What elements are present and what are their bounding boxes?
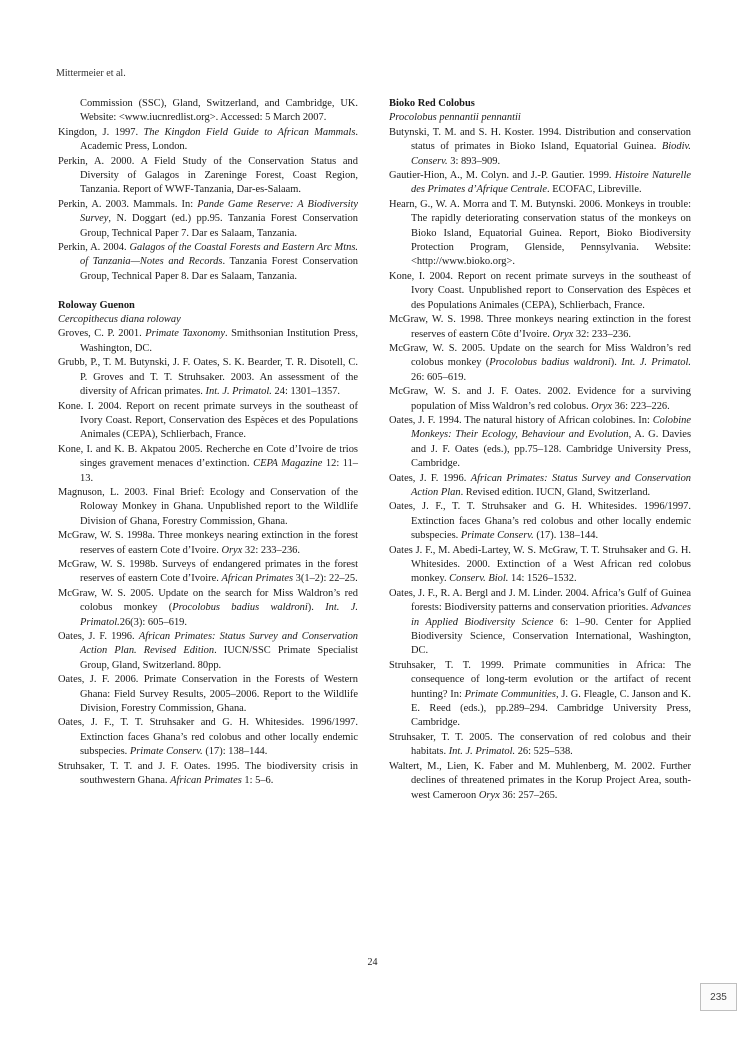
running-header [56,68,126,79]
reference-entry: Oates, J. F. 1996. African Primates: Status Survey and Conservation Action Plan. Revised Edition. IUCN/SSC Primate Specialist Group, Gland, Switzerland. 80pp. [58,631,359,671]
right-column [389,97,691,803]
running-header-authors: Mittermeier et al. [56,68,126,79]
section-spacer [58,284,358,298]
reference-entry: Gautier-Hion, A., M. Colyn. and J.-P. Gautier. 1999. Histoire Naturelle des Primates d’Afrique Centrale. ECOFAC, Libreville. [389,170,691,196]
reference-entry: McGraw, W. S. 2005. Update on the search for Miss Waldron’s red colobus monkey (Procolobus badius waldroni). Int. J. Primatol. 26: 605–619. [389,342,692,383]
reference-entry: Oates, J. F., R. A. Bergl and J. M. Linder. 2004. Africa’s Gulf of Guinea forests: Biodiversity patterns and conservation priorities. Advances in Applied Biodiversity Science 6: 1–90. Center for Applied Biodiversity Science, Conservation International, Washington, DC. [389,587,691,657]
reference-entry: Magnuson, L. 2003. Final Brief: Ecology and Conservation of the Roloway Monkey in Ghana. Unpublished report to the Wildlife Division of Ghana, Forestry Commission, Ghana. [58,486,358,527]
reference-entry: Kone. I. 2004. Report on recent primate surveys in the southeast of Ivory Coast. Report, Conservation des Espèces et des Populations Animales (CEPA), Schlierbach, France. [58,400,358,441]
reference-entry: Oates, J. F. 1996. African Primates: Status Survey and Conservation Action Plan. Revised edition. IUCN, Gland, Switzerland. [389,472,692,498]
reference-entry: McGraw, W. S. 1998. Three monkeys nearing extinction in the forest reserves of eastern Côte d’Ivoire. Oryx 32: 233–236. [389,314,691,340]
reference-entry: Perkin, A. 2000. A Field Study of the Conservation Status and Diversity of Galagos in Zareninge Forest, Coast Region, Tanzania. Report of WWF-Tanzania, Dar-es-Salaam. [58,155,358,196]
left-column [58,97,358,788]
page-number: 24 [367,957,378,968]
section-species-name: Cercopithecus diana roloway [58,314,181,326]
side-page-tab: 235 [700,983,737,1011]
reference-entry: Perkin, A. 2003. Mammals. In: Pande Game Reserve: A Biodiversity Survey, N. Doggart (ed.) pp.95. Tanzania Forest Conservation Group, Technical Paper 7. Dar es Salaam, Tanzania. [58,198,358,239]
reference-entry: Oates, J. F., T. T. Struhsaker and G. H. Whitesides. 1996/1997. Extinction faces Ghana’s red colobus and other locally endemic subspecies. Primate Conserv. (17): 138–144. [58,717,358,758]
reference-entry: Hearn, G., W. A. Morra and T. M. Butynski. 2006. Monkeys in trouble: The rapidly deteriorating conservation status of the monkeys on Bioko Island, Equatorial Guinea. Report, Bioko Biodiversity Protection Program, Glenside, Pennsylvania. Website: <http://www.bioko.org>. [389,198,691,268]
reference-entry: Kingdon, J. 1997. The Kingdon Field Guide to African Mammals. Academic Press, London. [58,126,359,153]
reference-entry: Oates, J. F. 1994. The natural history of African colobines. In: Colobine Monkeys: Their Ecology, Behaviour and Evolution, A. G. Davies and J. F. Oates (eds.), pp.75–128. Cambridge University Press, Cambridge. [389,414,691,470]
reference-entry: Waltert, M., Lien, K. Faber and M. Muhlenberg, M. 2002. Further declines of threatened primates in the Korup Project Area, south-west Cameroon Oryx 36: 257–265. [389,760,691,801]
reference-entry: Grubb, P., T. M. Butynski, J. F. Oates, S. K. Bearder, T. R. Disotell, C. P. Groves and T. T. Struhsaker. 2003. An assessment of the diversity of African primates. Int. J. Primatol. 24: 1301–1357. [58,357,358,398]
reference-entry: McGraw, W. S. 1998b. Surveys of endangered primates in the forest reserves of eastern Cote d’Ivoire. African Primates 3(1–2): 22–25. [58,558,358,585]
reference-entry: Kone, I. 2004. Report on recent primate surveys in the southeast of Ivory Coast. Unpublished report to Conservation des Espèces et des Populations Animales (CEPA), Schlierbach, France. [389,270,691,311]
reference-entry: Struhsaker, T. T. 1999. Primate communities in Africa: The consequence of long-term evolution or the artifact of recent hunting? In: Primate Communities, J. G. Fleagle, C. Janson and K. E. Reed (eds.), pp.289–294. Cambridge University Press, Cambridge. [389,659,691,729]
reference-entry: Butynski, T. M. and S. H. Koster. 1994. Distribution and conservation status of primates in Bioko Island, Equatorial Guinea. Biodiv. Conserv. 3: 893–909. [389,126,691,167]
reference-entry: Kone, I. and K. B. Akpatou 2005. Recherche en Cote d’Ivoire de trios singes gravement menaces d’extinction. CEPA Magazine 12: 11–13. [58,443,359,484]
reference-entry: Commission (SSC), Gland, Switzerland, and Cambridge, UK. Website: <www.iucnredlist.org>. Accessed: 5 March 2007. [80,98,358,124]
section-heading: Bioko Red Colobus [389,98,475,109]
reference-entry: McGraw, W. S. and J. F. Oates. 2002. Evidence for a surviving population of Miss Waldron’s red colobus. Oryx 36: 223–226. [389,386,691,412]
reference-entry: Struhsaker, T. T. 2005. The conservation of red colobus and their habitats. Int. J. Primatol. 26: 525–538. [389,731,691,758]
section-species-name: Procolobus pennantii pennantii [389,112,521,124]
section-heading: Roloway Guenon [58,299,135,311]
reference-entry: Perkin, A. 2004. Galagos of the Coastal Forests and Eastern Arc Mtns. of Tanzania—Notes and Records. Tanzania Forest Conservation Group, Technical Paper 8. Dar es Salaam, Tanzania. [58,242,359,282]
reference-entry: Struhsaker, T. T. and J. F. Oates. 1995. The biodiversity crisis in southwestern Ghana. African Primates 1: 5–6. [58,760,358,787]
reference-entry: Oates, J. F., T. T. Struhsaker and G. H. Whitesides. 1996/1997. Extinction faces Ghana’s red colobus and other locally endemic subspecies. Primate Conserv. (17). 138–144. [389,501,691,542]
reference-entry: McGraw, W. S. 1998a. Three monkeys nearing extinction in the forest reserves of eastern Cote d’Ivoire. Oryx 32: 233–236. [58,530,358,556]
reference-entry: Groves, C. P. 2001. Primate Taxonomy. Smithsonian Institution Press, Washington, DC. [58,328,358,354]
reference-entry: McGraw, W. S. 2005. Update on the search for Miss Waldron’s red colobus monkey (Procolobus badius waldroni). Int. J. Primatol.26(3): 605–619. [58,587,358,628]
reference-entry: Oates, J. F. 2006. Primate Conservation in the Forests of Western Ghana: Field Survey Results, 2005–2006. Report to the Wildlife Division, Forestry Commission, Ghana. [58,674,358,715]
reference-entry: Oates J. F., M. Abedi-Lartey, W. S. McGraw, T. T. Struhsaker and G. H. Whitesides. 2000. Extinction of a West African red colobus monkey. Conserv. Biol. 14: 1526–1532. [389,544,691,585]
